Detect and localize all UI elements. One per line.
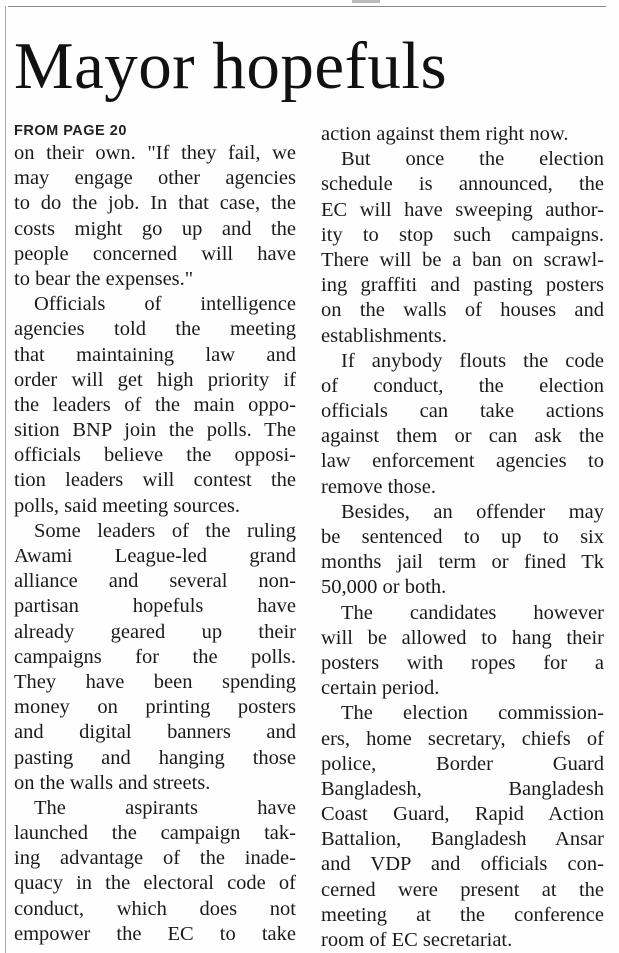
text-line: establishments. <box>321 324 447 347</box>
right-column-text <box>321 122 604 953</box>
text-line: agencies told the meeting <box>14 318 296 341</box>
text-line: and VDP and officials con- <box>321 853 604 876</box>
left-column <box>14 118 296 947</box>
text-line: campaigns for the polls. <box>14 645 296 668</box>
text-line: Bangladesh, Bangladesh <box>321 777 604 800</box>
text-line: be sentenced to up to six <box>321 526 604 548</box>
text-line: money on printing posters <box>14 696 296 719</box>
text-line: already geared up their <box>14 620 296 643</box>
text-line: There will be a ban on scrawl- <box>321 248 604 271</box>
top-mark <box>352 0 380 3</box>
text-line: pasting and hanging those <box>14 746 296 769</box>
text-line: ing advantage of the inade- <box>14 847 296 870</box>
text-line: the leaders of the main oppo- <box>14 393 296 416</box>
text-line: on their own. "If they fail, we <box>14 142 296 164</box>
text-line: remove those. <box>321 475 436 498</box>
text-line: The candidates however <box>341 601 604 624</box>
right-column <box>321 118 604 953</box>
text-line: empower the EC to take <box>14 922 296 945</box>
text-line: officials can take actions <box>321 400 604 423</box>
text-line: months jail term or fined Tk <box>321 551 604 574</box>
text-line: meeting at the conference <box>321 903 604 926</box>
text-line: to bear the expenses." <box>14 267 194 290</box>
text-line: Officials of intelligence <box>34 293 296 316</box>
text-line: on the walls and streets. <box>14 771 211 794</box>
text-line: against them or can ask the <box>321 425 604 448</box>
text-line: officials believe the opposi- <box>14 444 296 467</box>
text-line: Coast Guard, Rapid Action <box>321 803 604 826</box>
text-line: posters with ropes for a <box>321 651 604 674</box>
text-line: alliance and several non- <box>14 570 296 593</box>
text-line: Battalion, Bangladesh Ansar <box>321 828 604 851</box>
headline: Mayor hopefuls <box>14 29 448 103</box>
text-line: partisan hopefuls have <box>14 595 296 618</box>
byline: FROM PAGE 20 <box>14 123 127 139</box>
text-line: Some leaders of the ruling <box>34 519 296 542</box>
text-line: people concerned will have <box>14 242 296 265</box>
text-line: room of EC secretariat. <box>321 929 513 951</box>
text-line: conduct, which does not <box>14 897 296 920</box>
text-line: quacy in the electoral code of <box>14 872 296 895</box>
text-line: order will get high priority if <box>14 368 296 391</box>
text-line: may engage other agencies <box>14 167 296 190</box>
left-column-text <box>14 141 296 947</box>
text-line: The aspirants have <box>34 796 296 819</box>
text-line: tion leaders will contest the <box>14 469 296 492</box>
text-line: certain period. <box>321 677 440 700</box>
text-line: law enforcement agencies to <box>321 450 604 473</box>
text-line: cerned were present at the <box>321 878 604 901</box>
text-line: ers, home secretary, chiefs of <box>321 727 604 750</box>
text-line: ing graffiti and pasting posters <box>321 274 604 297</box>
text-line: Besides, an offender may <box>341 500 604 523</box>
text-line: But once the election <box>341 148 604 171</box>
text-line: police, Border Guard <box>321 752 604 775</box>
text-line: launched the campaign tak- <box>14 822 296 845</box>
text-line: They have been spending <box>14 670 296 693</box>
text-line: to do the job. In that case, the <box>14 192 296 215</box>
text-line: costs might go up and the <box>14 217 296 240</box>
text-line: and digital banners and <box>14 721 296 744</box>
text-line: polls, said meeting sources. <box>14 494 241 517</box>
top-rule <box>8 6 606 7</box>
text-line: will be allowed to hang their <box>321 626 604 649</box>
text-line: ity to stop such campaigns. <box>321 223 604 246</box>
text-line: If anybody flouts the code <box>341 349 604 372</box>
left-column-rule <box>5 6 6 953</box>
text-line: that maintaining law and <box>14 343 296 366</box>
text-line: sition BNP join the polls. The <box>14 419 296 442</box>
text-line: Awami League-led grand <box>14 545 296 567</box>
text-line: EC will have sweeping author- <box>321 198 604 221</box>
text-line: schedule is announced, the <box>321 173 604 196</box>
text-line: on the walls of houses and <box>321 299 604 322</box>
text-line: of conduct, the election <box>321 374 604 397</box>
text-line: 50,000 or both. <box>321 576 447 599</box>
text-line: action against them right now. <box>321 123 569 145</box>
text-line: The election commission- <box>341 702 604 725</box>
